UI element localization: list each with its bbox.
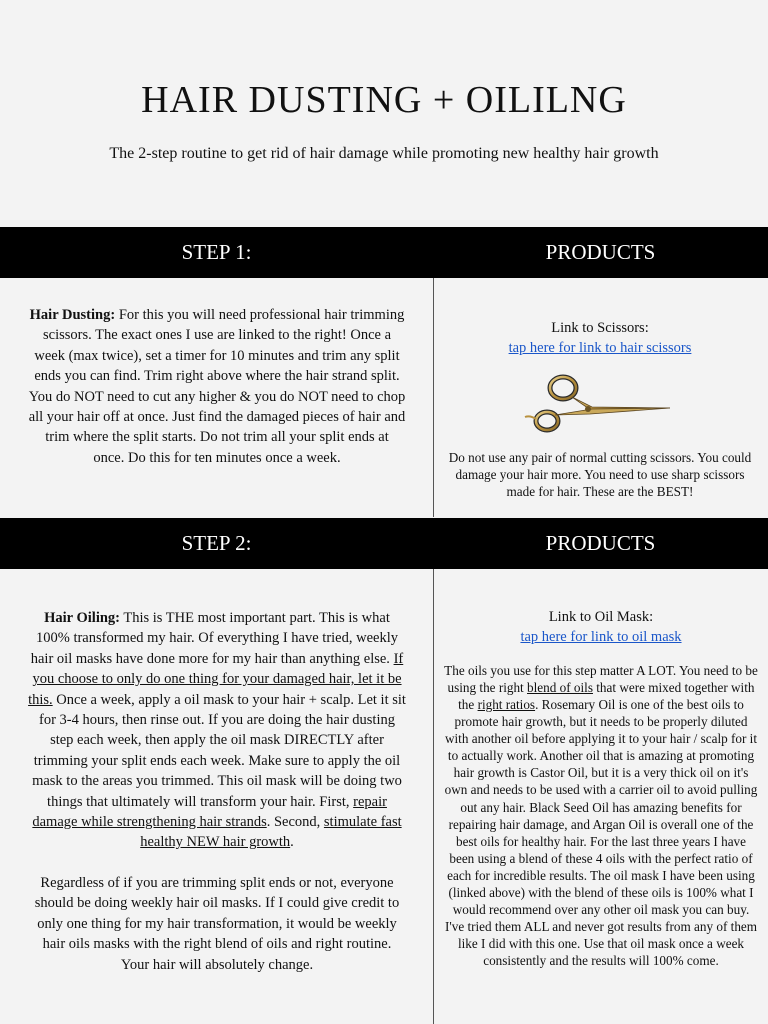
- step1-header-bar: [0, 227, 768, 278]
- step2-emphasis: stimulate fast healthy NEW hair growth: [140, 814, 402, 851]
- step2-text: . Second,: [266, 814, 324, 831]
- step1-lead: Hair Dusting:: [29, 307, 116, 323]
- oil-mask-link[interactable]: tap here for link to oil mask: [520, 629, 682, 646]
- step2-emphasis: If you choose to only do one thing for your damaged hair, let it be this.: [28, 650, 404, 708]
- note-text: that were mixed together with the: [458, 679, 755, 712]
- oil-mask-note: [442, 662, 760, 970]
- step2-emphasis: repair damage while strengthening hair strands: [32, 793, 387, 831]
- step2-label: STEP 2:: [181, 531, 252, 555]
- products2-label: PRODUCTS: [545, 531, 656, 555]
- scissors-link-intro: Link to Scissors:: [551, 320, 649, 336]
- scissors-icon: [520, 373, 680, 437]
- step2-lead: Hair Oiling:: [44, 610, 120, 626]
- step2-description: [28, 608, 406, 975]
- step2-header-bar: [0, 518, 768, 569]
- products2-panel: [442, 607, 760, 970]
- step1-body: For this you will need professional hair trimming scissors. The exact ones I use are linked to the right! Once a week (max twice), set a timer for 10 minutes and trim any split ends you can find. Trim right above where the hair strand split. You do NOT need to cut any higher & you do NOT need to chop all your hair off at once. Just find the damaged pieces of hair and trim where the split starts. Do not trim all your split ends at once. Do this for ten minutes once a week.: [28, 307, 406, 466]
- column-divider: [433, 278, 434, 517]
- page-subtitle: The 2-step routine to get rid of hair damage while promoting new healthy hair growth: [109, 145, 659, 162]
- note-emphasis: right ratios: [477, 697, 536, 712]
- oil-mask-link-intro: Link to Oil Mask:: [548, 609, 654, 625]
- step1-description: [28, 305, 406, 468]
- step2-paragraph-2: Regardless of if you are trimming split ends or not, everyone should be doing weekly hair oil masks. If I could give credit to only one thing for my hair transformation, it would be weekly hair oils masks with the right blend of oils and right routine. Your hair will absolutely change.: [34, 874, 400, 973]
- note-emphasis: blend of oils: [527, 679, 593, 695]
- products1-panel: [440, 318, 760, 500]
- step2-text: Once a week, apply a oil mask to your hair + scalp. Let it sit for 3-4 hours, then rinse out. If you are doing the hair dusting step each week, then apply the oil mask DIRECTLY after trimming your split ends each week. Make sure to apply the oil mask to the areas you trimmed. This oil mask will be doing two things that ultimately will transform your hair. First,: [32, 691, 406, 810]
- scissors-note: Do not use any pair of normal cutting scissors. You could damage your hair more. You need to use sharp scissors made for hair. These are the BEST!: [448, 449, 752, 499]
- products1-label: PRODUCTS: [545, 240, 656, 264]
- note-text: The oils you use for this step matter A LOT. You need to be using the right: [444, 662, 758, 695]
- column-divider: [433, 569, 434, 1024]
- page-title: HAIR DUSTING + OILILNG: [141, 79, 627, 121]
- note-text: . Rosemary Oil is one of the best oils to promote hair growth, but it needs to be properly diluted with another oil before applying it to your hair / scalp for it to actually work. Another oil that is amazing at promoting hair growth is Castor Oil, but it is a very thick oil on it's own and needs to be used with a carrier oil to avoid pulling out any hair. Black Seed Oil has amazing benefits for repairing hair damage, and Argan Oil is overall one of the best oils for healthy hair. For the last three years I have been using a blend of these 4 oils with the perfect ratio of each for incredible results. The oil mask I have been using (linked above) with the blend of these oils is 100% what I would recommend over any other oil mask you can buy. I've tried them ALL and never got results from any of them like I did with this one. Use that oil mask once a week consistently and the results will 100% come.: [444, 697, 758, 969]
- step1-label: STEP 1:: [181, 240, 252, 264]
- step2-text: .: [290, 834, 294, 851]
- step2-text: This is THE most important part. This is what 100% transformed my hair. Of everything I have tried, weekly hair oil masks have done more for my hair than anything else.: [30, 610, 398, 667]
- scissors-link[interactable]: tap here for link to hair scissors: [508, 340, 692, 357]
